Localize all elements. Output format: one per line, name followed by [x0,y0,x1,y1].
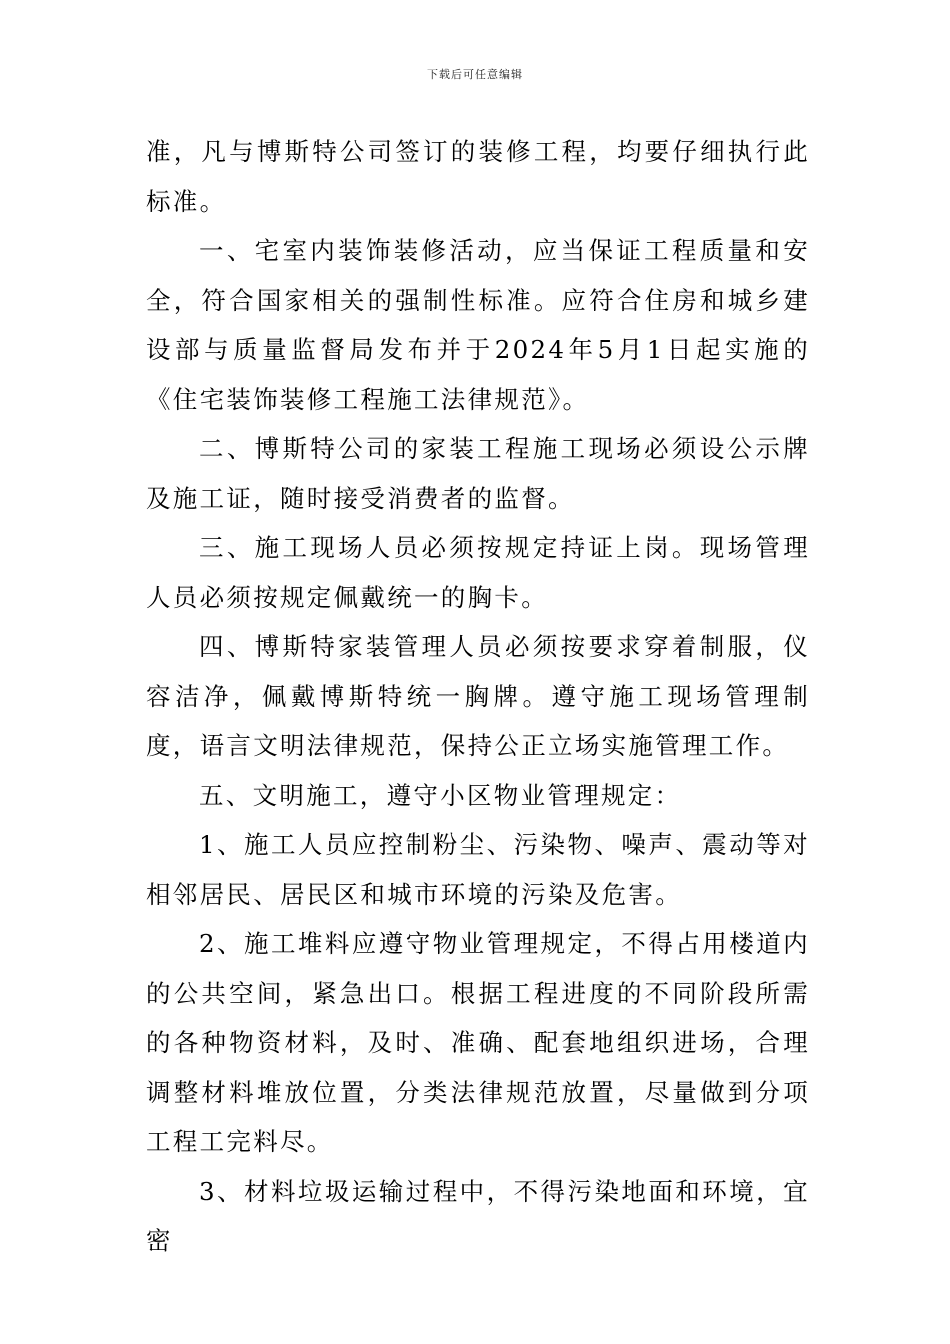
paragraph-subitem-2: 2、施工堆料应遵守物业管理规定，不得占用楼道内的公共空间，紧急出口。根据工程进度的不同阶段所需的各种物资材料，及时、准确、配套地组织进场，合理调整材料堆放位置，分类法律规范放置，尽量做到分项工程工完料尽。 [146,929,810,1156]
paragraph-continuation: 准，凡与博斯特公司签订的装修工程，均要仔细执行此标准。 [146,137,810,216]
paragraph-item-3: 三、施工现场人员必须按规定持证上岗。现场管理人员必须按规定佩戴统一的胸卡。 [146,533,810,612]
paragraph-item-2: 二、博斯特公司的家装工程施工现场必须设公示牌及施工证，随时接受消费者的监督。 [146,434,810,513]
paragraph-item-5: 五、文明施工，遵守小区物业管理规定： [199,780,682,810]
page-header-note: 下载后可任意编辑 [427,68,523,81]
paragraph-item-4: 四、博斯特家装管理人员必须按要求穿着制服，仪容洁净，佩戴博斯特统一胸牌。遵守施工现场管理制度，语言文明法律规范，保持公正立场实施管理工作。 [146,632,810,760]
paragraph-subitem-3: 3、材料垃圾运输过程中，不得污染地面和环境，宜密 [146,1176,810,1255]
paragraph-subitem-1: 1、施工人员应控制粉尘、污染物、噪声、震动等对相邻居民、居民区和城市环境的污染及危害。 [146,830,810,909]
paragraph-item-1: 一、宅室内装饰装修活动，应当保证工程质量和安全，符合国家相关的强制性标准。应符合住房和城乡建设部与质量监督局发布并于2024年5月1日起实施的《住宅装饰装修工程施工法律规范》。 [146,236,810,414]
document-body [146,127,810,1266]
